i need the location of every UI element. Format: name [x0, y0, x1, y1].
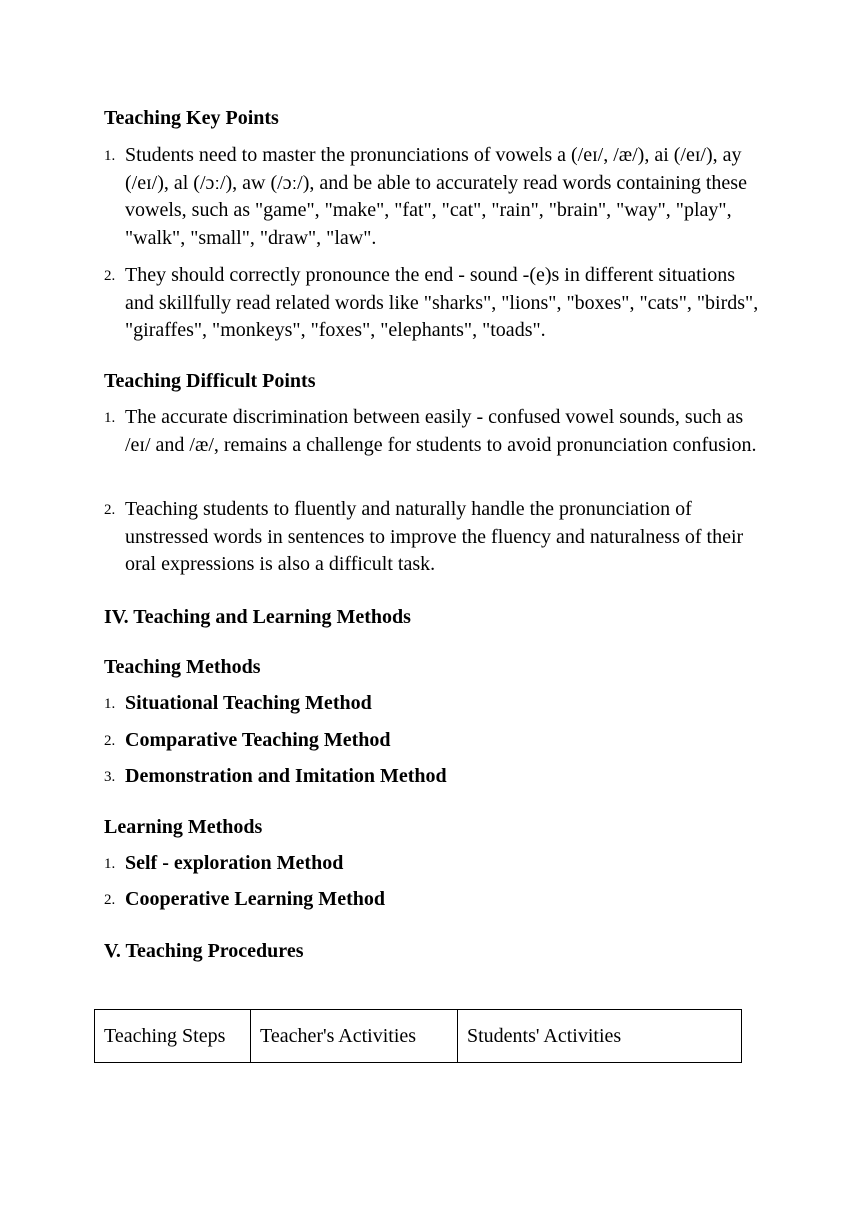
methods-section-heading: IV. Teaching and Learning Methods: [104, 606, 411, 628]
table-header-cell: Teacher's Activities: [251, 1010, 458, 1063]
learning-method-item-2: [104, 886, 764, 914]
list-number: 3.: [104, 769, 116, 785]
list-number: 2.: [104, 502, 116, 518]
learning-method-item-1: [104, 850, 764, 878]
list-number: 1.: [104, 696, 116, 712]
difficult-point-item-1: [104, 404, 764, 459]
teaching-procedures-table: [94, 1009, 742, 1063]
teaching-method-item-3: [104, 763, 764, 791]
list-number: 1.: [104, 148, 116, 164]
list-item-text: Cooperative Learning Method: [125, 888, 385, 910]
list-item-text: Self - exploration Method: [125, 852, 344, 874]
difficult-point-item-2: [104, 496, 764, 579]
list-number: 2.: [104, 892, 116, 908]
list-number: 1.: [104, 410, 116, 426]
key-point-item-1: [104, 142, 764, 252]
list-number: 2.: [104, 268, 116, 284]
list-item-text: Teaching students to fluently and naturally handle the pronunciation of unstressed words in sentences to improve the fluency and naturalness of their oral expressions is also a difficult task.: [125, 498, 744, 575]
list-number: 1.: [104, 856, 116, 872]
teaching-method-item-2: [104, 727, 764, 755]
list-item-text: They should correctly pronounce the end - sound -(e)s in different situations and skillfully read related words like "sharks", "lions", "boxes", "cats", "birds", "giraffes", "monkeys", "foxes", "elephants", "toads".: [125, 264, 759, 341]
list-number: 2.: [104, 733, 116, 749]
list-item-text: Comparative Teaching Method: [125, 729, 391, 751]
table-header-row: [95, 1010, 742, 1063]
difficult-points-heading: Teaching Difficult Points: [104, 370, 316, 392]
list-item-text: Students need to master the pronunciations of vowels a (/eɪ/, /æ/), ai (/eɪ/), ay (/eɪ/), al (/ɔː/), aw (/ɔː/), and be able to accurately read words containing these vowels, such as "game", "make", "fat", "cat", "rain", "brain", "way", "play", "walk", "small", "draw", "law".: [125, 144, 747, 249]
list-item-text: Situational Teaching Method: [125, 692, 372, 714]
teaching-methods-heading: Teaching Methods: [104, 656, 261, 678]
table-header-cell: Teaching Steps: [95, 1010, 251, 1063]
procedures-section-heading: V. Teaching Procedures: [104, 940, 304, 962]
key-points-heading: Teaching Key Points: [104, 107, 279, 129]
list-item-text: The accurate discrimination between easily - confused vowel sounds, such as /eɪ/ and /æ/, remains a challenge for students to avoid pronunciation confusion.: [125, 406, 757, 456]
table-header-cell: Students' Activities: [458, 1010, 742, 1063]
teaching-method-item-1: [104, 690, 764, 718]
learning-methods-heading: Learning Methods: [104, 816, 263, 838]
list-item-text: Demonstration and Imitation Method: [125, 765, 447, 787]
key-point-item-2: [104, 262, 764, 345]
